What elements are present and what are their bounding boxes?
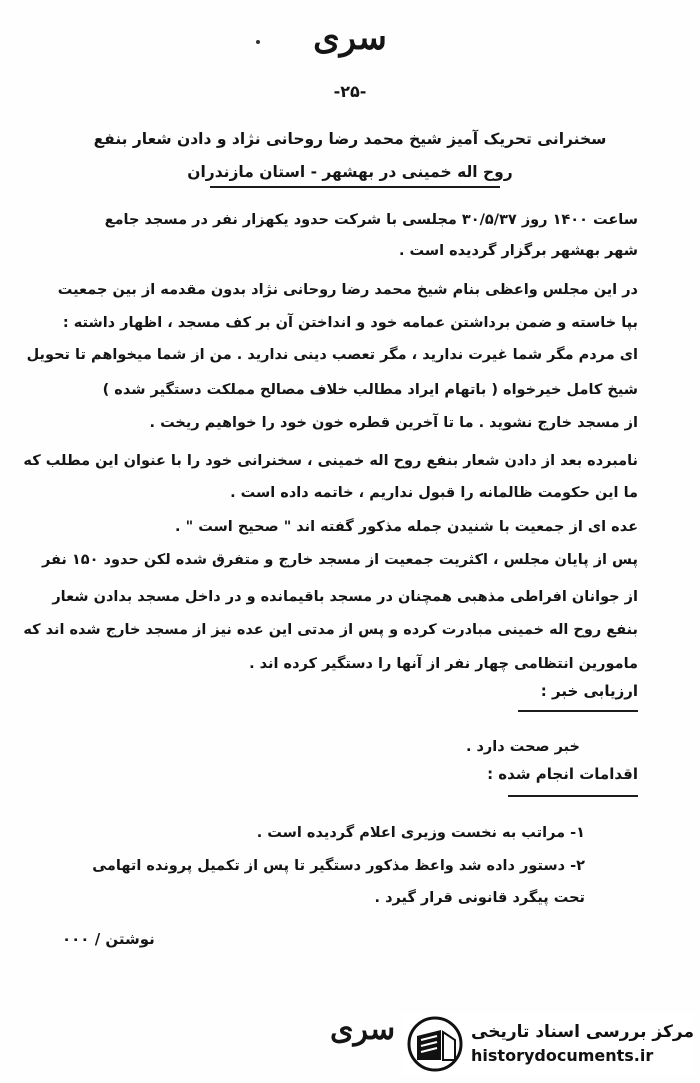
body-line: شیخ کامل خیرخواه ( باتهام ایراد مطالب خلاف مصالح مملکت دستگیر شده ) bbox=[102, 382, 638, 398]
body-line: پس از پایان مجلس ، اکثریت جمعیت از مسجد خارج و متفرق شده لکن حدود ۱۵۰ نفر bbox=[41, 552, 638, 568]
title-underline bbox=[210, 186, 500, 188]
body-line: مامورین انتظامی چهار نفر از آنها را دستگیر کرده اند . bbox=[249, 656, 638, 672]
document-number: -۲۵- bbox=[333, 82, 367, 101]
evaluation-heading-underline bbox=[518, 710, 638, 712]
signature-note: نوشتن / ۰۰۰ bbox=[62, 930, 155, 948]
speck-mark bbox=[256, 40, 260, 44]
body-line: شهر بهشهر برگزار گردیده است . bbox=[398, 243, 638, 259]
classification-footer: سری bbox=[330, 1012, 396, 1047]
body-line: ای مردم مگر شما غیرت ندارید ، مگر تعصب دینی ندارید . من از شما میخواهم تا تحویل bbox=[26, 347, 638, 363]
document-title-line-1: سخنرانی تحریک آمیز شیخ محمد رضا روحانی نژاد و دادن شعار بنفع bbox=[93, 130, 607, 148]
body-line: از جوانان افراطی مذهبی همچنان در مسجد باقیمانده و در داخل مسجد بدادن شعار bbox=[52, 589, 638, 605]
archive-logo-icon bbox=[407, 1016, 463, 1072]
body-line: ساعت ۱۴۰۰ روز ۳۰/۵/۳۷ مجلسی با شرکت حدود یکهزار نفر در مسجد جامع bbox=[104, 212, 638, 228]
body-line: عده ای از جمعیت با شنیدن جمله مذکور گفته اند " صحیح است " . bbox=[175, 519, 638, 535]
action-item-2: ۲- دستور داده شد واعظ مذکور دستگیر تا پس از تکمیل پرونده اتهامی bbox=[92, 858, 585, 874]
body-line: از مسجد خارج نشوید . ما تا آخرین قطره خون خود را خواهیم ریخت . bbox=[149, 415, 638, 431]
body-line: نامبرده بعد از دادن شعار بنفع روح اله خمینی ، سخنرانی خود را با عنوان این مطلب که bbox=[23, 453, 638, 469]
evaluation-text: خبر صحت دارد . bbox=[465, 739, 580, 755]
body-line: بنفع روح اله خمینی مبادرت کرده و پس از مدتی این عده نیز از مسجد خارج شده اند که bbox=[23, 622, 638, 638]
watermark-name: مرکز بررسی اسناد تاریخی bbox=[471, 1022, 694, 1042]
body-line: ما این حکومت ظالمانه را قبول نداریم ، خاتمه داده است . bbox=[230, 485, 638, 501]
body-line: بپا خاسته و ضمن برداشتن عمامه خود و انداختن آن بر کف مسجد ، اظهار داشته : bbox=[62, 315, 638, 331]
classification-header: سری bbox=[313, 18, 387, 58]
body-line: در این مجلس واعظی بنام شیخ محمد رضا روحانی نژاد بدون مقدمه از بین جمعیت bbox=[57, 282, 638, 298]
watermark-url: historydocuments.ir bbox=[471, 1046, 654, 1065]
actions-heading: اقدامات انجام شده : bbox=[487, 765, 638, 783]
actions-heading-underline bbox=[508, 795, 638, 797]
action-item-1: ۱- مراتب به نخست وزیری اعلام گردیده است . bbox=[256, 825, 585, 841]
watermark-text bbox=[471, 1020, 694, 1068]
archive-watermark bbox=[402, 1013, 694, 1075]
document-title-line-2: روح اله خمینی در بهشهر - استان مازندران bbox=[187, 163, 513, 181]
evaluation-heading: ارزیابی خبر : bbox=[540, 682, 638, 700]
action-item-2-continued: تحت پیگرد قانونی قرار گیرد . bbox=[374, 890, 585, 906]
